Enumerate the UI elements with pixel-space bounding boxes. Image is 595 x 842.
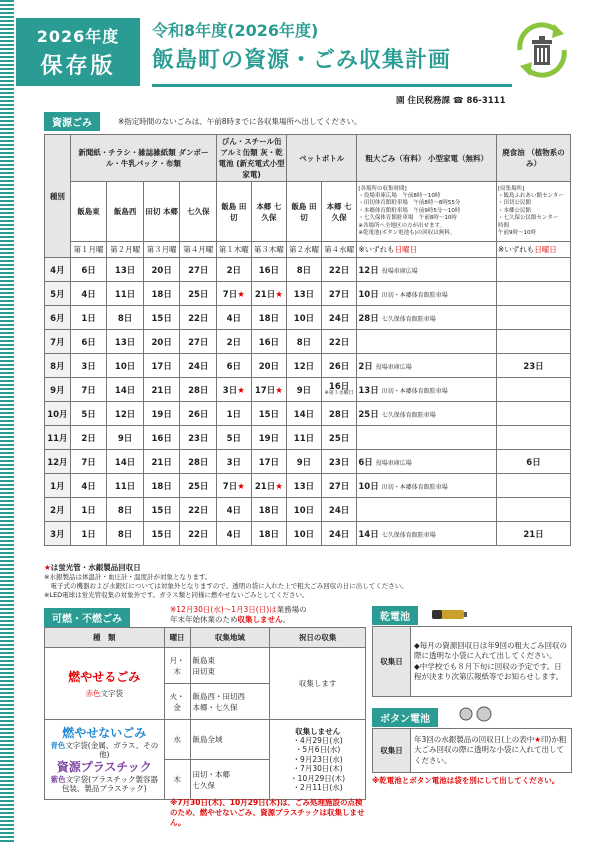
sodai-place: 役場車庫広場: [375, 363, 412, 371]
col-bottles: びん・スチール缶 アルミ缶類 灰・乾電池 (新充電式小型家電): [217, 135, 287, 182]
kanen-note1: ※12月30日(水)〜1月3日(日)は: [170, 605, 277, 614]
day-cell: 14日: [287, 402, 322, 426]
sodai-foot: [357, 242, 497, 258]
fumo-holiday-date: ・10月29日(木): [290, 773, 346, 783]
haishoku-cell: 6日: [497, 450, 571, 474]
day-cell: 7日: [70, 378, 107, 402]
day-cell: 4日: [217, 522, 252, 546]
month-row: [45, 426, 571, 450]
plastic-title: 資源プラスチック: [56, 759, 152, 774]
day-cell: 13日: [107, 258, 144, 282]
kanen-note1b: 業務場の: [276, 605, 307, 614]
day-cell: 12日: [107, 402, 144, 426]
day-cell: 9日: [287, 378, 322, 402]
day-cell: [321, 378, 357, 402]
sodai-day: 2日: [358, 361, 373, 372]
area-iijima-tagiri-2: 飯島 田切: [287, 182, 322, 242]
day-cell: 26日: [180, 402, 217, 426]
kandenchi-t1: ◆毎月の資源回収日は年9回の粗大ごみ回収の際に透明な小袋に入れて出してください。: [414, 641, 568, 661]
sodai-cell: [357, 282, 497, 306]
col-paper: 新聞紙・チラシ・雑誌雑紙類 ダンボール・牛乳パック・布類: [70, 135, 216, 182]
legend-line-2: ※水銀製品は体温計・血圧計・温度計が対象となります。: [44, 573, 212, 582]
sodai-cell: [357, 402, 497, 426]
decorative-stripes: [0, 0, 14, 842]
day-cell: 1日: [70, 306, 107, 330]
col-pet: ペットボトル: [287, 135, 357, 182]
col-haishoku: 廃食油 （植物系のみ）: [497, 135, 571, 182]
button-t1: 年3回の水銀製品の回収日(上の表中: [414, 735, 535, 745]
day-cell: [251, 282, 287, 306]
day-value: 21日: [254, 481, 276, 492]
button-battery-icon: [456, 706, 496, 722]
button-warn: ※乾電池とボタン電池は袋を別にして出してください。: [372, 776, 560, 785]
fumo-holiday-date: ・5月6日(水): [294, 745, 341, 755]
sodai-cell: [357, 474, 497, 498]
star-icon: ★: [237, 481, 245, 492]
legend-l1: は蛍光管・水銀製品回収日: [50, 563, 141, 572]
day-cell: [251, 378, 287, 402]
star-icon: ★: [237, 289, 245, 300]
day-cell: 25日: [180, 474, 217, 498]
day-cell: 15日: [143, 498, 180, 522]
month-label: 1月: [45, 474, 71, 498]
month-row: [45, 330, 571, 354]
day-cell: 17日: [143, 354, 180, 378]
sodai-day: 10日: [358, 481, 379, 492]
section-kanen-label: 可燃・不燃ごみ: [44, 608, 130, 627]
section-button-label: ボタン電池: [372, 708, 438, 727]
day-cell: [217, 282, 252, 306]
day-cell: 22日: [180, 522, 217, 546]
day-value: 17日: [254, 385, 276, 396]
recycle-trash-icon: [510, 18, 574, 82]
sodai-time-note: [各場所の収集時間] ・役場車庫広場 午前8時〜10時 ・田切体育館駐車場 午前8時〜8時55分 ・本郷体育館駐車場 午前9時5分〜10時 ・七久保体育館駐車場 午前8時〜10時 ※各場所へ全地区の方が出せます。 ※乾電池(ボタン電池も)の回収は無料。: [357, 182, 497, 242]
haishoku-cell: [497, 378, 571, 402]
moyaseru-title: 燃やせるごみ: [68, 670, 141, 684]
month-label: 5月: [45, 282, 71, 306]
plastic-bag: [47, 775, 162, 794]
month-row: [45, 522, 571, 546]
badge-keep: 保存版: [40, 54, 116, 79]
moyaseru-bag: [47, 688, 162, 699]
kanen-note2: 年末年始休業のため: [170, 614, 238, 624]
day-cell: 22日: [180, 498, 217, 522]
month-label: 9月: [45, 378, 71, 402]
sodai-day: 12日: [358, 265, 379, 276]
day-cell: 16日: [251, 258, 287, 282]
day-cell: [217, 474, 252, 498]
day-cell: 24日: [321, 498, 357, 522]
day-cell: 28日: [321, 402, 357, 426]
month-label: 8月: [45, 354, 71, 378]
day-cell: [217, 378, 252, 402]
day-cell: 16日: [143, 426, 180, 450]
day-value: 7日: [222, 289, 238, 300]
kcol-area: 収集地域: [190, 628, 270, 648]
kcol-kind: 種 類: [45, 628, 165, 648]
day-cell: 20日: [251, 354, 287, 378]
day-cell: 3日: [70, 354, 107, 378]
day-cell: 14日: [107, 378, 144, 402]
sodai-place: 田切・本郷体育館駐車場: [381, 387, 448, 395]
col-sodai: 粗大ごみ（有料） 小型家電（無料）: [357, 135, 497, 182]
month-label: 10月: [45, 402, 71, 426]
legend-star: ★: [44, 563, 51, 572]
day-cell: 14日: [107, 450, 144, 474]
day-cell: 10日: [287, 306, 322, 330]
day-cell: 28日: [180, 450, 217, 474]
fumo-holiday-date: ・7月30日(木): [292, 764, 343, 774]
button-table: [372, 728, 572, 773]
shigen-note: ※指定時間のないごみは、午前8時までに各収集場所へ出してください。: [118, 117, 362, 126]
month-label: 11月: [45, 426, 71, 450]
day-cell: 20日: [143, 258, 180, 282]
day-cell: 3日: [217, 450, 252, 474]
month-row: [45, 498, 571, 522]
month-label: 2月: [45, 498, 71, 522]
day-cell: 26日: [321, 354, 357, 378]
day-cell: 18日: [251, 498, 287, 522]
sodai-cell: [357, 426, 497, 450]
day-cell: 4日: [70, 474, 107, 498]
week-4: 第４月曜: [180, 242, 217, 258]
fumo-area-2: 田切・本郷 七久保: [190, 760, 270, 800]
month-row: [45, 450, 571, 474]
sodai-cell: [357, 354, 497, 378]
fumo-holiday-date: ・9月23日(水): [292, 754, 343, 764]
kcol-holiday: 祝日の収集: [270, 628, 366, 648]
sodai-cell: [357, 498, 497, 522]
moyaseru-bag-color: 赤色: [85, 689, 101, 698]
day-cell: 8日: [107, 498, 144, 522]
sodai-place: 七久保体育館駐車場: [381, 411, 436, 419]
day-cell: 25日: [180, 282, 217, 306]
day-cell: 19日: [251, 426, 287, 450]
button-t2: ★: [534, 735, 541, 745]
star-icon: ★: [237, 385, 245, 396]
day-cell: 22日: [321, 258, 357, 282]
day-cell: 15日: [251, 402, 287, 426]
week-7: 第２水曜: [287, 242, 322, 258]
haishoku-cell: [497, 402, 571, 426]
month-row: [45, 378, 571, 402]
day-cell: 8日: [107, 306, 144, 330]
day-cell: 24日: [180, 354, 217, 378]
haishoku-place-note: [収集場所] ・飯島ふれあい館センター ・田切公民館 ・本郷公民館 ・七久保公民館センター 時間 午前9時〜10時: [497, 182, 571, 242]
sodai-cell: [357, 522, 497, 546]
kcol-day: 曜日: [164, 628, 190, 648]
area-tagiri-hongo: 田切 本郷: [143, 182, 180, 242]
day-cell: 2日: [217, 330, 252, 354]
fumo-bag-text: 文字袋(金属、ガラス、その他): [65, 740, 159, 760]
haishoku-cell: [497, 282, 571, 306]
day-cell: 21日: [143, 450, 180, 474]
month-label: 6月: [45, 306, 71, 330]
day-cell: 27日: [180, 258, 217, 282]
day-cell: 21日: [143, 378, 180, 402]
day-cell: 6日: [70, 330, 107, 354]
sodai-place: 七久保体育館駐車場: [381, 315, 436, 323]
sodai-foot-text: ※いずれも: [358, 245, 395, 254]
section-kandenchi-label: 乾電池: [372, 606, 418, 625]
area-iijima-higashi: 飯島東: [70, 182, 107, 242]
day-cell: 2日: [70, 426, 107, 450]
day-sub: ※第３水曜日: [324, 390, 354, 397]
fumo-bag-color: 青色: [50, 740, 66, 750]
kandenchi-t2: ◆中学校でも８月下旬に回収の予定です。日程が決まり次第広報紙等でお知らせします。: [414, 661, 564, 681]
legend-line-1: [44, 563, 408, 573]
day-cell: 7日: [70, 450, 107, 474]
day-cell: 2日: [217, 258, 252, 282]
fumo-cell: [45, 720, 165, 800]
day-cell: 8日: [287, 330, 322, 354]
haishoku-cell: [497, 306, 571, 330]
sodai-day: 10日: [358, 289, 379, 300]
area-nanakubo: 七久保: [180, 182, 217, 242]
day-cell: 5日: [217, 426, 252, 450]
day-cell: 23日: [321, 450, 357, 474]
star-icon: ★: [275, 385, 283, 396]
day-cell: 23日: [180, 426, 217, 450]
day-cell: 15日: [143, 306, 180, 330]
sodai-day: 14日: [358, 529, 379, 540]
sodai-place: 役場車庫広場: [381, 267, 418, 275]
day-value: 7日: [222, 481, 238, 492]
moyaseru-cell: [45, 648, 165, 720]
day-cell: 22日: [180, 306, 217, 330]
day-cell: 6日: [70, 258, 107, 282]
moyaseru-holiday: 収集します: [270, 648, 366, 720]
day-cell: 24日: [321, 522, 357, 546]
day-cell: 27日: [321, 282, 357, 306]
sodai-cell: [357, 258, 497, 282]
day-cell: 11日: [107, 282, 144, 306]
day-cell: 12日: [287, 354, 322, 378]
day-cell: 16日: [251, 330, 287, 354]
button-col-label: 収集日: [373, 729, 411, 773]
kanen-bottom-note: ※7月30日(木)、10月29日(木)は、ごみ処理施設の点検のため、燃やせないごみ、資源プラスチックは収集しません。: [170, 798, 365, 828]
area-iijima-nishi: 飯島西: [107, 182, 144, 242]
day-cell: 17日: [251, 450, 287, 474]
edition-badge: [16, 18, 140, 86]
day-cell: [251, 474, 287, 498]
fumo-holiday-title: 収集しません: [295, 726, 341, 736]
fumo-area-1: 飯島全域: [190, 720, 270, 760]
day-cell: 28日: [180, 378, 217, 402]
haishoku-cell: 21日: [497, 522, 571, 546]
moyaseru-area-1: 飯島東 田切東: [190, 648, 270, 684]
day-cell: 13日: [287, 282, 322, 306]
month-row: [45, 258, 571, 282]
month-row: [45, 402, 571, 426]
fumo-holiday-date: ・2月11日(水): [292, 782, 343, 792]
day-cell: 18日: [143, 474, 180, 498]
day-cell: 1日: [70, 522, 107, 546]
month-label: 3月: [45, 522, 71, 546]
day-cell: 18日: [251, 306, 287, 330]
moyaseru-bag-text: 文字袋: [100, 689, 124, 698]
day-cell: 6日: [217, 354, 252, 378]
day-cell: 1日: [217, 402, 252, 426]
sodai-day: 25日: [358, 409, 379, 420]
button-text: [411, 729, 572, 773]
day-cell: 8日: [287, 258, 322, 282]
moyaseru-day-1: 月・木: [164, 648, 190, 684]
day-cell: 10日: [107, 354, 144, 378]
fumo-holiday-date: ・4月29日(水): [292, 736, 343, 746]
haishoku-foot-day: 日曜日: [534, 245, 557, 254]
title-line2: 飯島町の資源・ごみ収集計画: [152, 48, 452, 73]
sodai-cell: [357, 378, 497, 402]
haishoku-cell: [497, 426, 571, 450]
moyaseru-day-2: 火・金: [164, 684, 190, 720]
month-label: 4月: [45, 258, 71, 282]
week-2: 第２月曜: [107, 242, 144, 258]
day-cell: 11日: [287, 426, 322, 450]
sodai-place: 七久保体育館駐車場: [381, 531, 436, 539]
contact-info: 園 住民税務課 ☎ 86-3111: [396, 96, 506, 106]
day-cell: 11日: [107, 474, 144, 498]
day-cell: 20日: [143, 330, 180, 354]
day-value: 16日: [328, 381, 350, 392]
sodai-foot-day: 日曜日: [394, 245, 418, 254]
recycling-schedule-table: [44, 134, 571, 546]
day-cell: 4日: [70, 282, 107, 306]
day-cell: 27日: [180, 330, 217, 354]
sodai-day: 13日: [358, 385, 379, 396]
month-label: 7月: [45, 330, 71, 354]
battery-icon: [430, 606, 470, 622]
month-row: [45, 282, 571, 306]
fumo-title: 燃やせないごみ: [62, 725, 147, 740]
day-cell: 18日: [251, 522, 287, 546]
day-cell: 13日: [287, 474, 322, 498]
day-cell: 24日: [321, 306, 357, 330]
kandenchi-text: [411, 627, 572, 697]
day-cell: 22日: [321, 330, 357, 354]
section-shigen-label: 資源ごみ: [44, 112, 100, 131]
kandenchi-table: [372, 626, 572, 697]
legend-line-3: 電子式の機器および水銀灯については対象外となりますので、透明の袋に入れた上で粗大ごみ回収の日に出してください。: [44, 581, 408, 590]
sodai-day: 6日: [358, 457, 373, 468]
week-8: 第４水曜: [321, 242, 357, 258]
day-cell: 4日: [217, 306, 252, 330]
month-row: [45, 474, 571, 498]
legend-line-4: ※LED電球は蛍光管収集の対象外です。ガラス類と同様に燃やせないごみとしてください。: [44, 590, 309, 599]
sodai-place: 田切・本郷体育館駐車場: [381, 483, 448, 491]
day-cell: 9日: [287, 450, 322, 474]
week-1: 第１月曜: [70, 242, 107, 258]
day-cell: 8日: [107, 522, 144, 546]
sodai-place: 田切・本郷体育館駐車場: [381, 291, 448, 299]
plastic-bag-text: 文字袋(プラスチック製容器包装、製品プラスチック): [61, 774, 158, 793]
day-cell: 1日: [70, 498, 107, 522]
week-3: 第３月曜: [143, 242, 180, 258]
star-icon: ★: [275, 289, 283, 300]
page-title: [152, 18, 451, 74]
sodai-cell: [357, 330, 497, 354]
day-value: 21日: [254, 289, 276, 300]
fumo-day-1: 水: [164, 720, 190, 760]
fumo-bag: [47, 741, 162, 760]
button-t3: 印)か粗大ごみ回収の際に透明な小袋に入れて出してください。: [414, 735, 567, 765]
plastic-bag-color: 紫色: [50, 774, 66, 784]
sodai-place: 役場車庫広場: [375, 459, 412, 467]
day-cell: 25日: [321, 426, 357, 450]
day-cell: 19日: [143, 402, 180, 426]
haishoku-cell: 23日: [497, 354, 571, 378]
fumo-day-2: 木: [164, 760, 190, 800]
moyaseru-area-2: 飯島西・田切西 本郷・七久保: [190, 684, 270, 720]
haishoku-cell: [497, 474, 571, 498]
sodai-day: 28日: [358, 313, 379, 324]
month-label: 12月: [45, 450, 71, 474]
col-kind: 種別: [45, 135, 71, 258]
area-hongo-nanakubo-1: 本郷 七久保: [251, 182, 287, 242]
legend: [44, 563, 408, 599]
haishoku-cell: [497, 258, 571, 282]
kanen-note2b: 収集しません: [237, 614, 283, 624]
title-underline: [152, 84, 512, 87]
area-iijima-tagiri-1: 飯島 田切: [217, 182, 252, 242]
month-row: [45, 306, 571, 330]
day-value: 3日: [222, 385, 238, 396]
kanen-note2c: 。: [282, 614, 290, 624]
day-cell: 9日: [107, 426, 144, 450]
day-cell: 18日: [143, 282, 180, 306]
day-cell: 10日: [287, 522, 322, 546]
month-row: [45, 354, 571, 378]
kanen-note: [170, 605, 307, 625]
title-line1: 令和8年度(2026年度): [152, 21, 319, 40]
day-cell: 13日: [107, 330, 144, 354]
haishoku-foot: [497, 242, 571, 258]
kandenchi-col-label: 収集日: [373, 627, 411, 697]
day-cell: 4日: [217, 498, 252, 522]
fumo-holiday: [270, 720, 366, 800]
haishoku-foot-text: ※いずれも: [498, 245, 535, 254]
haishoku-cell: [497, 330, 571, 354]
burnable-schedule-table: [44, 627, 366, 800]
area-hongo-nanakubo-2: 本郷 七久保: [321, 182, 357, 242]
day-cell: 5日: [70, 402, 107, 426]
day-cell: 15日: [143, 522, 180, 546]
week-6: 第３木曜: [251, 242, 287, 258]
haishoku-cell: [497, 498, 571, 522]
day-cell: 10日: [287, 498, 322, 522]
day-cell: 27日: [321, 474, 357, 498]
sodai-cell: [357, 450, 497, 474]
week-5: 第１木曜: [217, 242, 252, 258]
badge-year: 2026年度: [36, 27, 120, 46]
star-icon: ★: [275, 481, 283, 492]
sodai-cell: [357, 306, 497, 330]
